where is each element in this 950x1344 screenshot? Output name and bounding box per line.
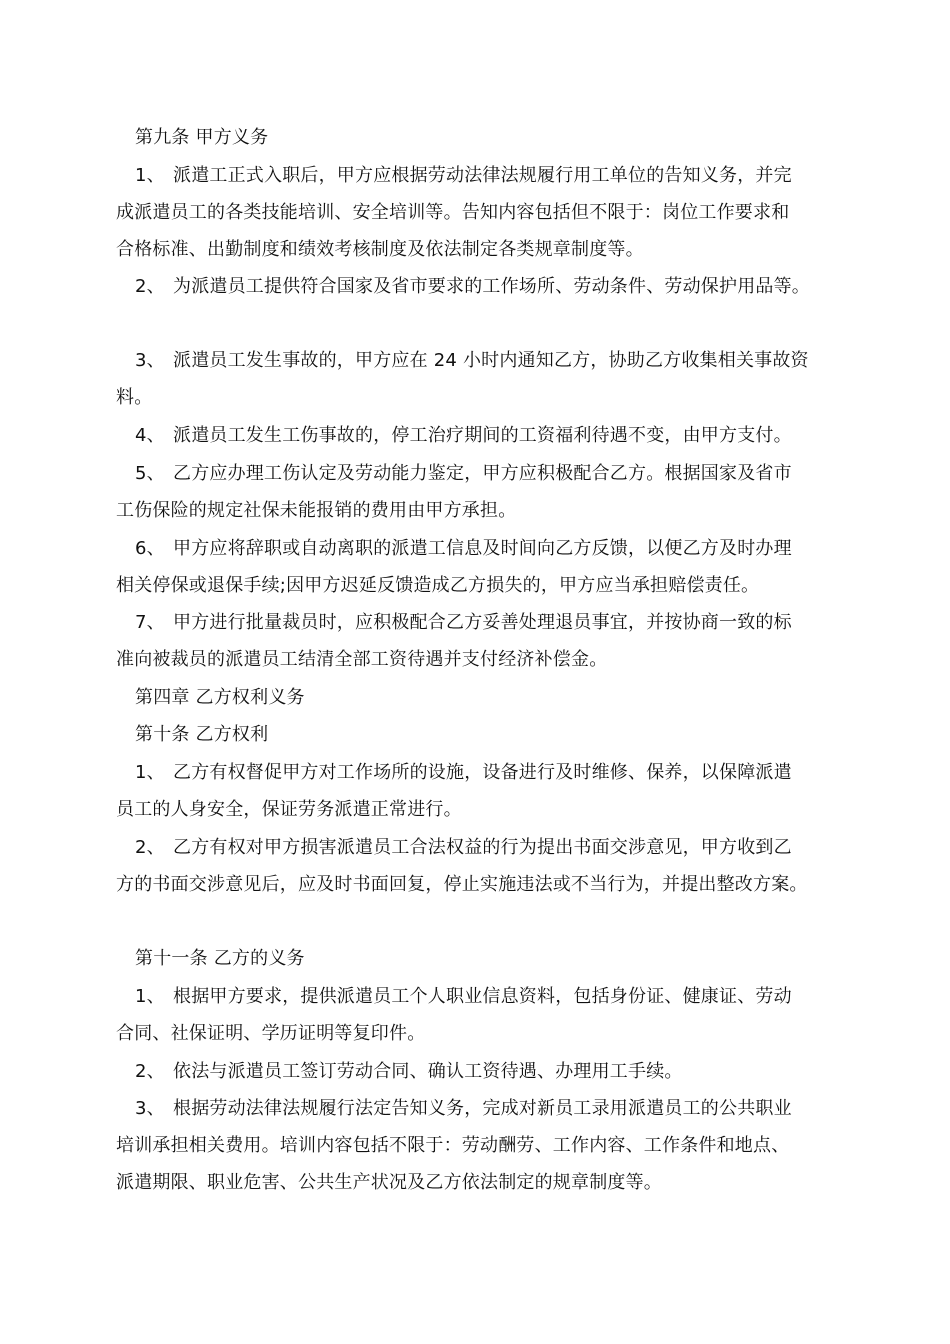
chapter-4-title: 第四章 乙方权利义务	[135, 687, 305, 708]
art9-item-2-number: 2、	[135, 276, 165, 297]
art10-item-1-line1	[135, 761, 792, 785]
art9-item-6-line1	[135, 537, 792, 561]
art11-item-1-text: 根据甲方要求，提供派遣员工个人职业信息资料，包括身份证、健康证、劳动	[173, 986, 792, 1007]
art9-item-3-line1	[135, 349, 809, 373]
art9-item-2-text: 为派遣员工提供符合国家及省市要求的工作场所、劳动条件、劳动保护用品等。	[173, 276, 810, 297]
art9-item-7-number: 7、	[135, 612, 165, 633]
art9-item-2-line1	[135, 275, 810, 299]
art10-item-1-number: 1、	[135, 762, 165, 783]
art9-item-5-number: 5、	[135, 463, 165, 484]
art9-item-4-text: 派遣员工发生工伤事故的，停工治疗期间的工资福利待遇不变，由甲方支付。	[173, 425, 792, 446]
art9-item-7-line2: 准向被裁员的派遣员工结清全部工资待遇并支付经济补偿金。	[116, 649, 608, 670]
art9-item-1-line2: 成派遣员工的各类技能培训、安全培训等。告知内容包括但不限于：岗位工作要求和	[116, 202, 790, 223]
art11-item-1-line2: 合同、社保证明、学历证明等复印件。	[116, 1023, 426, 1044]
art11-item-2-text: 依法与派遣员工签订劳动合同、确认工资待遇、办理用工手续。	[173, 1061, 683, 1082]
article-10-title: 第十条 乙方权利	[135, 724, 269, 745]
art9-item-7-line1	[135, 611, 792, 635]
art10-item-2-line1	[135, 836, 792, 860]
art9-item-1-line3: 合格标准、出勤制度和绩效考核制度及依法制定各类规章制度等。	[116, 239, 644, 260]
art9-item-3-text: 派遣员工发生事故的，甲方应在 24 小时内通知乙方，协助乙方收集相关事故资	[173, 350, 809, 371]
art9-item-4-number: 4、	[135, 425, 165, 446]
art11-item-1-line1	[135, 985, 792, 1009]
art11-item-3-number: 3、	[135, 1098, 165, 1119]
art9-item-3-line2: 料。	[116, 387, 153, 408]
art9-item-5-line2: 工伤保险的规定社保未能报销的费用由甲方承担。	[116, 500, 517, 521]
art10-item-2-text: 乙方有权对甲方损害派遣员工合法权益的行为提出书面交涉意见，甲方收到乙	[173, 837, 792, 858]
art9-item-5-line1	[135, 462, 792, 486]
art9-item-7-text: 甲方进行批量裁员时，应积极配合乙方妥善处理退员事宜，并按协商一致的标	[173, 612, 792, 633]
art11-item-2-line1	[135, 1060, 683, 1084]
art9-item-5-text: 乙方应办理工伤认定及劳动能力鉴定，甲方应积极配合乙方。根据国家及省市	[173, 463, 792, 484]
art10-item-1-line2: 员工的人身安全，保证劳务派遣正常进行。	[116, 799, 462, 820]
art11-item-3-line3: 派遣期限、职业危害、公共生产状况及乙方依法制定的规章制度等。	[116, 1172, 662, 1193]
art10-item-2-number: 2、	[135, 837, 165, 858]
art11-item-3-text: 根据劳动法律法规履行法定告知义务，完成对新员工录用派遣员工的公共职业	[173, 1098, 792, 1119]
art11-item-1-number: 1、	[135, 986, 165, 1007]
art11-item-2-number: 2、	[135, 1061, 165, 1082]
art9-item-1-number: 1、	[135, 165, 165, 186]
article-9-title: 第九条 甲方义务	[135, 127, 269, 148]
art9-item-6-number: 6、	[135, 538, 165, 559]
art11-item-3-line2: 培训承担相关费用。培训内容包括不限于：劳动酬劳、工作内容、工作条件和地点、	[116, 1135, 790, 1156]
art9-item-6-text: 甲方应将辞职或自动离职的派遣工信息及时间向乙方反馈，以便乙方及时办理	[173, 538, 792, 559]
art9-item-4-line1	[135, 424, 792, 448]
article-11-title: 第十一条 乙方的义务	[135, 948, 305, 969]
art9-item-3-number: 3、	[135, 350, 165, 371]
art11-item-3-line1	[135, 1097, 792, 1121]
art9-item-1-line1	[135, 164, 792, 188]
art10-item-1-text: 乙方有权督促甲方对工作场所的设施，设备进行及时维修、保养，以保障派遣	[173, 762, 792, 783]
art9-item-6-line2: 相关停保或退保手续;因甲方迟延反馈造成乙方损失的，甲方应当承担赔偿责任。	[116, 575, 760, 596]
art10-item-2-line2: 方的书面交涉意见后，应及时书面回复，停止实施违法或不当行为，并提出整改方案。	[116, 874, 808, 895]
art9-item-1-text: 派遣工正式入职后，甲方应根据劳动法律法规履行用工单位的告知义务，并完	[173, 165, 792, 186]
